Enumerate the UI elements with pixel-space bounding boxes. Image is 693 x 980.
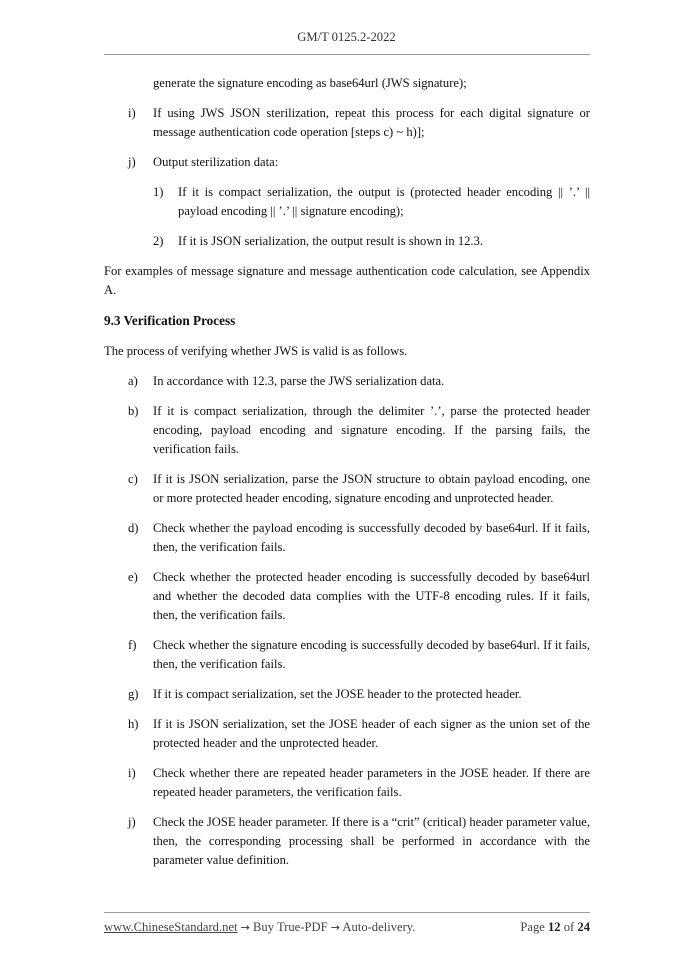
section-heading: 9.3 Verification Process bbox=[104, 313, 236, 328]
list-item-label: i) bbox=[128, 766, 136, 780]
buy-text: Buy True-PDF bbox=[253, 920, 328, 934]
list-item-text: If it is JSON serialization, set the JOSE header of each signer as the union set of the protected header and the unprotected header. bbox=[153, 717, 590, 750]
list-item-label: c) bbox=[128, 472, 138, 486]
page-content bbox=[104, 74, 590, 881]
sub-item-text: If it is JSON serialization, the output result is shown in 12.3. bbox=[178, 234, 484, 248]
list-item bbox=[104, 636, 590, 674]
list-item bbox=[104, 813, 590, 870]
list-item-label: e) bbox=[128, 570, 138, 584]
list-item-label: g) bbox=[128, 687, 139, 701]
list-item bbox=[104, 470, 590, 508]
list-item-text: If it is JSON serialization, parse the JSON structure to obtain payload encoding, one or more protected header encoding, signature encoding and unprotected header. bbox=[153, 472, 590, 505]
sub-item-label: 2) bbox=[153, 234, 164, 248]
list-item-label: h) bbox=[128, 717, 139, 731]
list-item bbox=[104, 372, 590, 391]
list-item-text: If using JWS JSON sterilization, repeat this process for each digital signature or message authentication code operation [steps c) ~ h)]; bbox=[153, 106, 590, 139]
page-of: of bbox=[563, 920, 575, 934]
list-item-text: In accordance with 12.3, parse the JWS serialization data. bbox=[153, 374, 445, 388]
page-footer bbox=[104, 918, 590, 937]
list-item-label: i) bbox=[128, 106, 136, 120]
list-item bbox=[104, 519, 590, 557]
sub-list-item bbox=[104, 183, 590, 221]
appendix-note: For examples of message signature and message authentication code calculation, see Appendix A. bbox=[104, 264, 590, 297]
list-item bbox=[104, 104, 590, 142]
page-current: 12 bbox=[548, 920, 561, 934]
page-word: Page bbox=[520, 920, 545, 934]
page-total: 24 bbox=[577, 920, 590, 934]
list-item-label: j) bbox=[128, 815, 136, 829]
section-intro: The process of verifying whether JWS is valid is as follows. bbox=[104, 344, 408, 358]
site-link[interactable]: www.ChineseStandard.net bbox=[104, 920, 238, 934]
arrow-right-icon: → bbox=[240, 921, 250, 934]
header-divider bbox=[104, 54, 590, 55]
sub-item-text: If it is compact serialization, the output is (protected header encoding || ’.’ || payload encoding || ’.’ || signature encoding); bbox=[178, 185, 590, 218]
list-item-label: b) bbox=[128, 404, 139, 418]
sub-list-item bbox=[104, 232, 590, 251]
list-item-label: a) bbox=[128, 374, 138, 388]
list-item bbox=[104, 764, 590, 802]
page-number bbox=[520, 918, 590, 937]
footer-links bbox=[104, 918, 415, 937]
list-item-text: Output sterilization data: bbox=[153, 155, 279, 169]
footer-divider bbox=[104, 912, 590, 913]
list-item-text: Check the JOSE header parameter. If there is a “crit” (critical) header parameter value, then, the corresponding processing shall be performed in accordance with the parameter value definition. bbox=[153, 815, 590, 867]
list-item bbox=[104, 715, 590, 753]
list-item-label: j) bbox=[128, 155, 136, 169]
list-item-text: If it is compact serialization, through the delimiter ’.’, parse the protected header encoding, payload encoding and signature encoding. If the parsing fails, the verification fails. bbox=[153, 404, 590, 456]
continuation-text: generate the signature encoding as base64url (JWS signature); bbox=[153, 76, 467, 90]
list-item-text: Check whether the signature encoding is successfully decoded by base64url. If it fails, then, the verification fails. bbox=[153, 638, 590, 671]
page-header: GM/T 0125.2-2022 bbox=[297, 30, 396, 44]
sub-item-label: 1) bbox=[153, 185, 164, 199]
list-item-label: f) bbox=[128, 638, 137, 652]
arrow-right-icon: → bbox=[330, 921, 340, 934]
delivery-text: Auto-delivery. bbox=[342, 920, 416, 934]
list-item-text: Check whether the protected header encoding is successfully decoded by base64url and whether the decoded data complies with the UTF-8 encoding rules. If it fails, then, the verification fails. bbox=[153, 570, 590, 622]
list-item bbox=[104, 402, 590, 459]
list-item-text: Check whether there are repeated header parameters in the JOSE header. If there are repeated header parameters, the verification fails. bbox=[153, 766, 590, 799]
list-item-label: d) bbox=[128, 521, 139, 535]
list-item bbox=[104, 568, 590, 625]
list-item bbox=[104, 685, 590, 704]
list-item-text: Check whether the payload encoding is successfully decoded by base64url. If it fails, then, the verification fails. bbox=[153, 521, 590, 554]
list-item bbox=[104, 153, 590, 172]
list-item-text: If it is compact serialization, set the JOSE header to the protected header. bbox=[153, 687, 522, 701]
